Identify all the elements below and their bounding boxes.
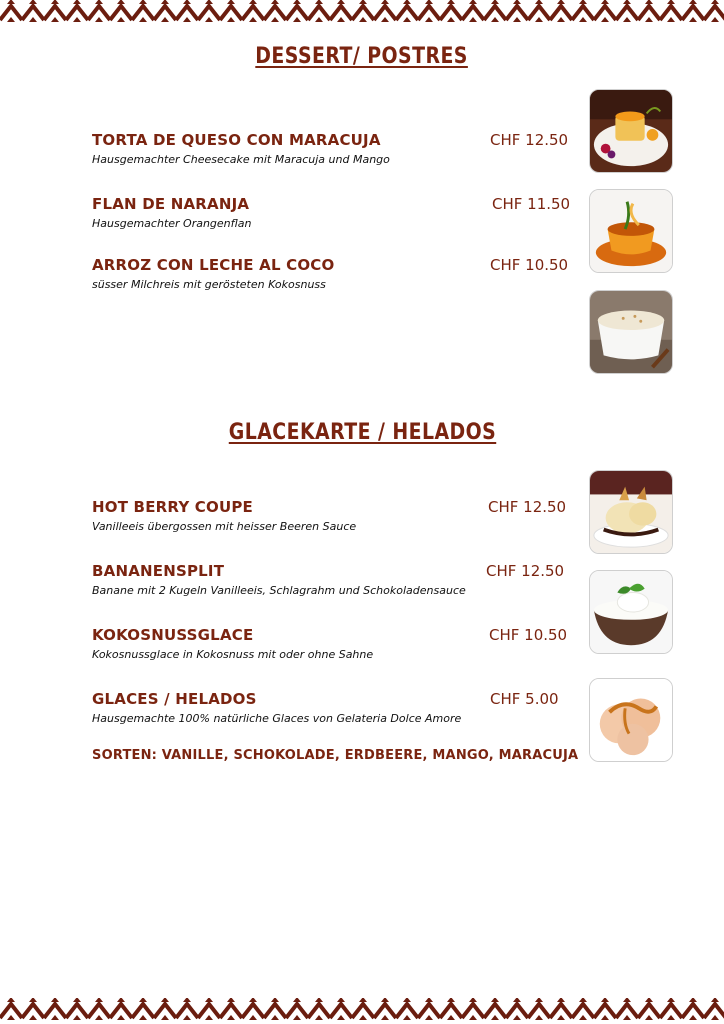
section-title-dessert: DESSERT/ POSTRES xyxy=(255,44,469,69)
item-description: Hausgemachte 100% natürliche Glaces von Gelateria Dolce Amore xyxy=(92,712,462,725)
item-price: CHF 11.50 xyxy=(492,195,571,213)
item-name: GLACES / HELADOS xyxy=(92,690,257,708)
coconut-ice-cream-photo xyxy=(589,570,673,654)
item-description: Banane mit 2 Kugeln Vanilleeis, Schlagrahm und Schokoladensauce xyxy=(92,584,466,597)
item-description: Hausgemachter Cheesecake mit Maracuja und Mango xyxy=(92,153,390,166)
item-price: CHF 10.50 xyxy=(490,256,569,274)
item-name: FLAN DE NARANJA xyxy=(92,195,250,213)
section-title-helados: GLACEKARTE / HELADOS xyxy=(228,420,496,445)
top-zigzag-border xyxy=(0,0,724,26)
bottom-zigzag-border xyxy=(0,998,724,1024)
item-name: KOKOSNUSSGLACE xyxy=(92,626,254,644)
item-description: Kokosnussglace in Kokosnuss mit oder ohne Sahne xyxy=(92,648,374,661)
item-name: HOT BERRY COUPE xyxy=(92,498,253,516)
item-name: BANANENSPLIT xyxy=(92,562,225,580)
flan-photo xyxy=(589,189,673,273)
item-description: Vanilleeis übergossen mit heisser Beeren Sauce xyxy=(92,520,357,533)
berry-coupe-photo xyxy=(589,470,673,554)
item-description: süsser Milchreis mit gerösteten Kokosnuss xyxy=(92,278,326,291)
item-price: CHF 12.50 xyxy=(488,498,567,516)
flavors-note: SORTEN: VANILLE, SCHOKOLADE, ERDBEERE, MANGO, MARACUJA xyxy=(92,748,579,763)
item-price: CHF 5.00 xyxy=(490,690,559,708)
cheesecake-photo xyxy=(589,89,673,173)
item-price: CHF 12.50 xyxy=(490,131,569,149)
item-name: ARROZ CON LECHE AL COCO xyxy=(92,256,335,274)
item-name: TORTA DE QUESO CON MARACUJA xyxy=(92,131,381,149)
item-description: Hausgemachter Orangenflan xyxy=(92,217,252,230)
item-price: CHF 12.50 xyxy=(486,562,565,580)
ice-cream-scoops-photo xyxy=(589,678,673,762)
item-price: CHF 10.50 xyxy=(489,626,568,644)
rice-pudding-photo xyxy=(589,290,673,374)
